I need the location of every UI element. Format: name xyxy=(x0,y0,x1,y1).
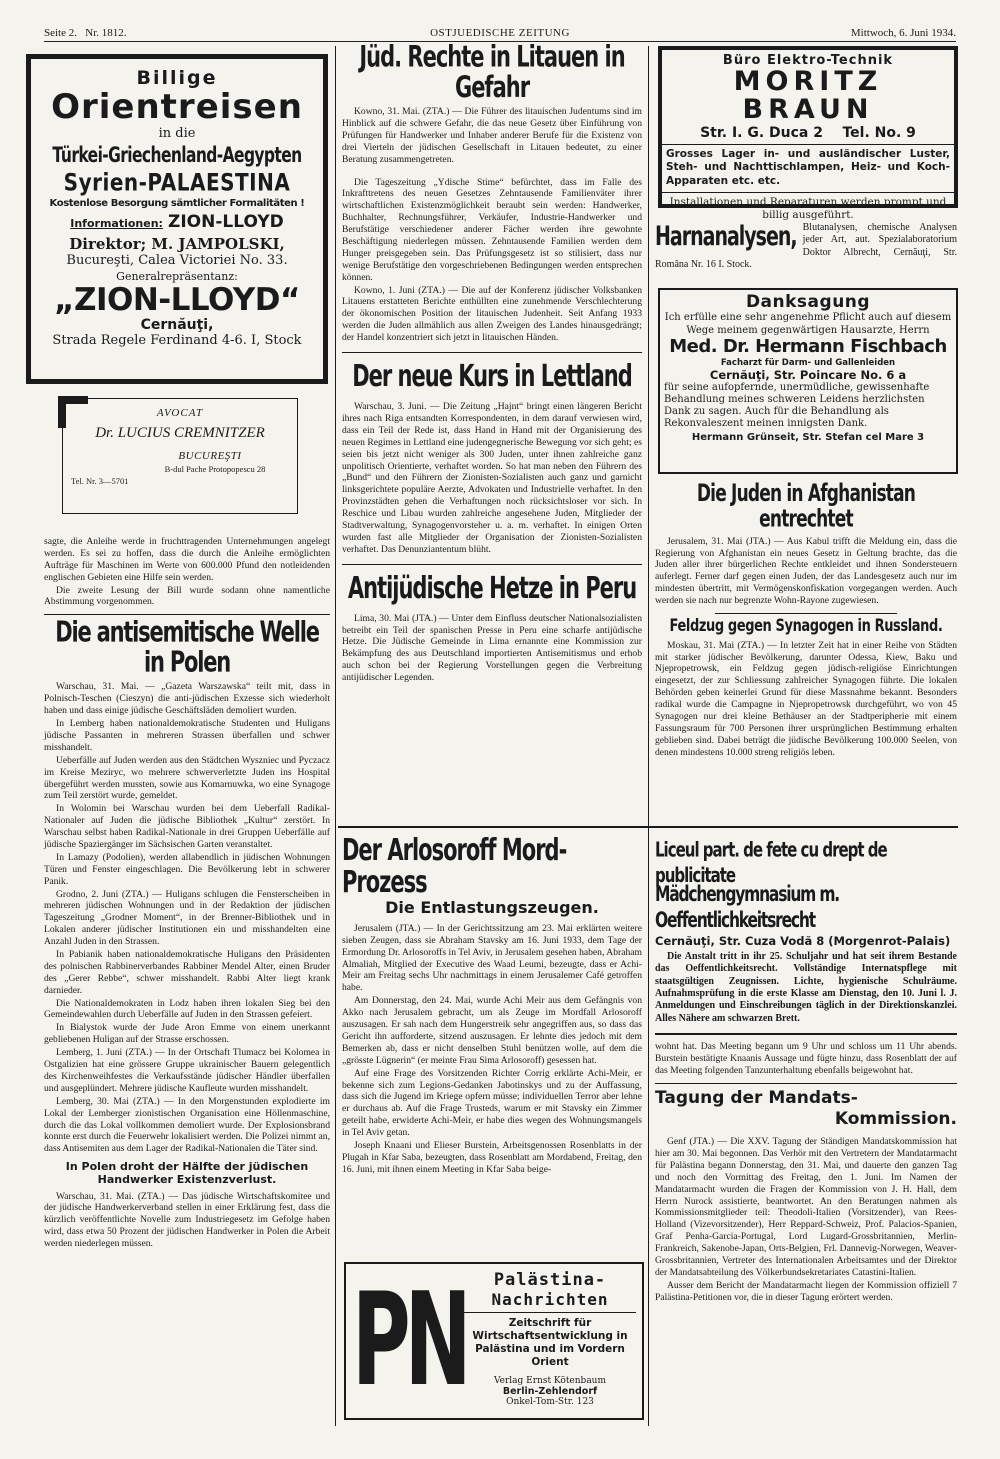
column-3-text xyxy=(655,480,957,760)
column-divider xyxy=(648,46,649,1426)
paragraph: Auf eine Frage des Vorsitzenden Richter Corrig erklärte Achi-Meir, er bekenne sich zum Legions-Gedanken Jabotinskys und zu der Auffassung, dass sich die Jugend im Kriege opfern müsse; individuellen Terror aber lehne er durchaus ab. Auf die Frage Trusteds, warum er mit Stavsky ein Zimmer geteilt habe, erwiderte Achi-Meir, er habe dies wegen des Wohnungsmangels in Tel Aviv getan. xyxy=(342,1067,642,1139)
ad-orient-line2: Orientreisen xyxy=(51,87,303,127)
paragraph: Lemberg, 1. Juni (ZTA.) — In der Ortschaft Tlumacz bei Kolomea in Ostgalizien hat eine grössere Gruppe ukrainischer Bauern gelegentlich des Kirchenweihfestes die Verkaufsstände jüdischer Händler überfallen und ausgeplündert. Mehrere jüdische Kaufleute wurden misshandelt. xyxy=(44,1047,330,1094)
dank-intro: Ich erfülle eine sehr angenehme Pflicht auch auf diesem Wege meinem gegenwärtigen Hausarzte, Herrn xyxy=(664,312,952,336)
paragraph: In Lemberg haben nationaldemokratische Studenten und Huligans jüdische Passanten in mehreren Strassen überfallen und schwer misshandelt. xyxy=(44,718,330,753)
ad-orient-line10: Generalrepräsentanz: xyxy=(116,270,238,284)
liceul-line2: Mädchengymnasium m. Oeffentlichkeitsrecht xyxy=(655,882,839,933)
liceul-line3: Cernăuţi, Str. Cuza Vodă 8 (Morgenrot-Palais) xyxy=(655,933,951,948)
paragraph: sagte, die Anleihe werde in fruchttragenden Unternehmungen angelegt werden. Es sei zu hoffen, dass die durch die Anleihe ermöglichten Aufträge für Maschinen im Werte von 600.000 Pfund den notleidenden englischen Gebieten eine Hilfe sein werden. xyxy=(44,536,330,583)
ad-orient-line9: Bucureşti, Calea Victoriei No. 33. xyxy=(66,253,288,269)
dank-title: Danksagung xyxy=(745,292,871,312)
paragraph: Warschau, 31. Mai. (ZTA.) — Das jüdische Wirtschaftskomitee und der jüdische Handwerkerverband stellen in einer Erklärung fest, dass die kürzlich veröffentlichte Novelle zum Industriegesetz im Gefolge haben wird, dass etwa 50 Prozent der jüdischen Handwerker in Polen die Arbeit werden niederlegen müssen. xyxy=(44,1190,330,1250)
paragraph: Moskau, 31. Mai (ZTA.) — In letzter Zeit hat in einer Reihe von Städten mit starker jüdischer Bevölkerung, darunter Odessa, Kiew, Baku und Njepropetrowsk, ein Feldzug gegen jüdisch-religiöse Einrichtungen eingesetzt, der zur Schliessung zahlreicher Synagogen führte. Die lokalen Behörden geben keinerlei Grund für diese Massnahme bekannt. Besonders radikal wurde die Campagne in Njepropetrowsk durchgeführt, wo von 45 Synagogen nur drei kleine Bethäuser an der Stadtperipherie mit einem Fassungsraum für 700 Personen ihrer ursprünglichen Bestimmung erhalten geblieben sind. Dabei beträgt die jüdische Bevölkerung 100.000 Seelen, von denen mindestens 10.000 streng religiös leben. xyxy=(655,639,957,758)
braun-line3: Str. I. G. Duca 2 Tel. No. 9 xyxy=(662,125,954,145)
ad-orient-line6: Kostenlose Besorgung sämtlicher Formalitäten ! xyxy=(49,198,305,210)
paragraph: Joseph Knaani und Elieser Burstein, Arbeitsgenossen Rosenblatts in der Plugah in Kfar Saba, bezeugten, dass Rosenblatt am Mordabend, Freitag, den 16. Juni, mit ihnen einem Meeting in Kfar Saba beige- xyxy=(342,1139,642,1175)
paragraph: wohnt hat. Das Meeting begann um 9 Uhr und schloss um 11 Uhr abends. Burstein bestätigte Knaanis Aussage und fügte hinzu, dass Rosenblatt der auf das Meeting folgenden Tanzunterhaltung ebenfalls beigewohnt hat. xyxy=(655,1041,957,1076)
avocat-address: B-dul Pache Protopopescu 28 xyxy=(164,464,266,474)
paragraph: Kowno, 31. Mai. (ZTA.) — Die Führer des litauischen Judentums sind im Hinblick auf die schwere Gefahr, die das neue Gesetz über Einführung von Prüfungen für Handwerker und Inhaber anderer Berufe für die Existenz von drei Vierteln der jüdischen Gesellschaft in Litauen bedeutet, zu einer Beratung zusammengetreten. xyxy=(342,106,642,165)
ad-orient-line3: in die xyxy=(158,126,196,142)
ad-orientreisen xyxy=(26,54,328,384)
paragraph: Warschau, 3. Juni. — Die Zeitung „Hajnt“ bringt einen längeren Bericht ihres nach Riga entsandten Korrespondenten, in dem darauf verwiesen wird, dass ein Teil der Rede ist, dass Hand in Hand mit der Organisierung des neuen Regimes in Lettland eine judengegnerische Bewegung vor sich geht; es seien bis jetzt nicht weniger als 300 Juden, unter ihnen zahlreiche ganz unpolitisch Orientierte, verhaftet worden. So hat man neben den Führern des „Bund“ und den Führern der Zionisten-Sozialisten auch ganz und garnicht linksgerichtete populäre Aerzte, Advokaten und Industrielle verhaftet. In den Provinzstädten gehen die Verhaftungen noch rücksichtsloser vor sich. In Reschice und Libau wurden zahlreiche angesehene Juden, Mitglieder der Stadtverwaltung, Synagogenvorsteher u. a. m. verhaftet. In einigen Orten wurden fast alle Mitglieder der Organisation der Zionisten-Sozialisten verhaftet. Das Denunziantentum blüht. xyxy=(342,401,642,555)
ad-orient-line8: Direktor; M. JAMPOLSKI, xyxy=(69,235,285,254)
headline-afghanistan: Die Juden in Afghanistan entrechtet xyxy=(696,480,916,534)
paragraph: In Bialystok wurde der Jude Aron Emme von einem unerkannt gebliebenen Huligan auf der Strasse erschossen. xyxy=(44,1022,330,1046)
pn-line1: Palästina- xyxy=(493,1270,607,1290)
paragraph: In Wolomin bei Warschau wurden bei dem Ueberfall Radikal-Nationaler auf Juden die jüdische Bibliothek „Kultur“ zerstört. In Warschau selbst haben Radikal-Nationale in drei Gruppen Ueberfälle auf jüdische Spaziergänger im Sächsischen Garten veranstaltet. xyxy=(44,803,330,851)
paragraph: Warschau, 31. Mai. — „Gazeta Warszawska“ teilt mit, dass in Polnisch-Teschen (Cieszyn) die anti-jüdischen Exzesse sich wiederholt haben und dass einige jüdische Geschäftsläden demoliert wurden. xyxy=(44,681,330,717)
ad-orient-line12: Cernăuţi, xyxy=(140,317,214,334)
divider xyxy=(655,1083,957,1084)
ad-orient-line5: Syrien-PALAESTINA xyxy=(63,167,291,197)
column-2-bottom xyxy=(342,832,642,1177)
paragraph: Grodno, 2. Juni (ZTA.) — Huligans schlugen die Fensterscheiben in mehreren jüdischen Wohnungen und in der Redaktion der jüdischen Tageszeitung „Grodner Moment“, in der Brenner-Bibliothek und in Lokalen anderer jüdischer Institutionen ein und misshandelten eine Anzahl Juden in den Strassen. xyxy=(44,888,330,948)
column-1-text xyxy=(44,536,330,1251)
liceul-body: Die Anstalt tritt in ihr 25. Schuljahr und hat seit ihrem Bestande das Oeffentlichkeitsrecht. Vollständige Internatspflege mit staatsgültigen Zeugnissen. Lichte, hygienische Schulräume. Aufnahmsprüfung in die erste Klasse am Dienstag, den 10. Juni l. J. Anmeldungen und Einschreibungen täglich in der Direktionskanzlei. Alles Nähere am schwarzen Brett. xyxy=(655,950,957,1024)
paragraph: Kowno, 1. Juni (ZTA.) — Die auf der Konferenz jüdischer Volksbanken Litauens erstatteten Berichte enthüllten eine zunehmende Verschlechterung der ökonomischen Position der litauischen Judenheit. Seit Anfang 1933 werden die Juden allmählich aus allen Zweigen des Landes hinausgedrängt; der Handel konzentriert sich jetzt in litauischen Händen. xyxy=(342,284,642,344)
headline-latvia: Der neue Kurs in Lettland xyxy=(352,358,632,394)
column-2-text xyxy=(342,39,642,685)
paragraph: Lima, 30. Mai (JTA.) — Unter dem Einfluss deutscher Nationalsozialisten betreibt ein Teil der spanischen Presse in Peru eine scharfe antijüdische Hetze. Die Jüdische Gemeinde in Lima ernannte eine Kommission zur Bekämpfung des aus Deutschland importierten Antisemitismus und erhob auch schon bei der Regierung Vorstellungen gegen die Verbreitung antijüdischer Legenden. xyxy=(342,612,642,684)
braun-line5: Installationen und Reparaturen werden prompt und billig ausgeführt. xyxy=(669,195,947,221)
braun-line1: Büro Elektro-Technik xyxy=(722,53,894,68)
headline-mandates-2: Kommission. xyxy=(834,1108,957,1129)
ad-orient-line11: „ZION-LLOYD“ xyxy=(54,282,300,319)
avocat-city: BUCUREŞTI xyxy=(178,450,242,462)
pn-line6: Onkel-Tom-Str. 123 xyxy=(506,1396,594,1407)
paragraph: Jerusalem (JTA.) — In der Gerichtssitzung am 23. Mai erklärten weitere sieben Zeugen, dass sie Abraham Stavsky am 16. Juni 1933, dem Tage der Ermordung Dr. Arlosoroffs in Tel Aviv, in Jerusalem gesehen haben, Abraham Almaliah, Mitglied der Executive des Waad Leumi, bezeugte, dass er Achi-Meir am Freitag sechs Uhr nachmittags in einem Jerusalemer Café getroffen habe. xyxy=(342,922,642,994)
pn-line3: Zeitschrift für Wirtschaftsentwicklung in Palästina und im Vordern Orient xyxy=(472,1317,628,1369)
braun-line4: Grosses Lager in- und ausländischer Luster, Steh- und Nachttischlampen, Heiz- und Koch-Apparaten etc. etc. xyxy=(662,145,954,193)
headline-russia: Feldzug gegen Synagogen in Russland. xyxy=(669,616,943,637)
dank-sign: Hermann Grünseit, Str. Stefan cel Mare 3 xyxy=(691,432,925,444)
issue-date: Mittwoch, 6. Juni 1934. xyxy=(850,27,956,39)
paragraph: Die zweite Lesung der Bill wurde sodann ohne namentliche Abstimmung vorgenommen. xyxy=(44,584,330,608)
newspaper-title: OSTJUEDISCHE ZEITUNG xyxy=(430,27,570,39)
pn-logo: PN xyxy=(352,1265,466,1415)
section-divider xyxy=(338,826,958,828)
paragraph: Ueberfälle auf Juden werden aus den Städtchen Wyszniec und Pyczacz im Kreise Meziryc, wo mehrere schwerverletzte Juden ins Hospital übergeführt werden mussten, sowie aus Komarnuwka, wo eine Synagoge zum Teil zerstört wurde, gemeldet. xyxy=(44,754,330,802)
paragraph: Jerusalem, 31. Mai (JTA.) — Aus Kabul trifft die Meldung ein, dass die Regierung von Afghanistan ein neues Gesetz in Geltung brachte, das die Juden aller ihrer bürgerlichen Rechte entkleidet und ihnen Sondersteuern auferlegt. Ferner darf gegen einen Juden, der das Landesgesetz auch nur im mindesten übertritt, mit Vermögenskonfiskation vorgegangen werden. Auch werden sie nach nur begrenzte Wohn-Rayone zugewiesen. xyxy=(655,535,957,607)
avocat-tel: Tel. Nr. 3—5701 xyxy=(71,476,129,486)
divider xyxy=(655,1033,957,1035)
ad-liceul xyxy=(655,838,957,1305)
dank-body: für seine aufopfernde, unermüdliche, gewissenhafte Behandlung meines schweren Leidens herzlichsten Dank zu sagen. Auch für die Behandlung als Rekonvaleszent meinen innigsten Dank. xyxy=(664,381,930,430)
headline-poland: Die antisemitische Welle in Polen xyxy=(55,616,319,679)
headline-arlosoroff: Der Arlosoroff Mord-Prozess xyxy=(342,832,567,900)
subheadline-arlosoroff: Die Entlastungszeugen. xyxy=(385,898,599,918)
headline-mandates-1: Tagung der Mandats- xyxy=(655,1087,858,1108)
ad-danksagung xyxy=(658,288,958,474)
pn-line4: Verlag Ernst Kötenbaum xyxy=(493,1375,607,1386)
pn-line5: Berlin-Zehlendorf xyxy=(502,1385,598,1397)
page-number: Seite 2. Nr. 1812. xyxy=(44,27,127,39)
ad-orient-line4: Türkei-Griechenland-Aegypten xyxy=(52,143,302,168)
paragraph: Die Tageszeitung „Ydische Stime“ befürchtet, dass im Falle des Inkrafttretens des neuen Gesetzes Zehntausende Familienväter ihrer wirtschaftlichen Existenzmöglichkeit beraubt sein werden: Handwerker, Buchhalter, Rechnungsführer, Verkäufer, Industrie-Handwerker und Berufstätige verschiedener anderer Fächer werden ihre gewohnte Beschäftigung niederlegen müssen. Zehntausende Familien werden dem Hunger preisgegeben sein. Das Prüfungsgesetz ist so stilisiert, dass nur wenige Berufstätige den vorgeschriebenen Bedingungen werden entsprechen können. xyxy=(342,176,642,283)
dank-addr: Cernăuţi, Str. Poincare No. 6 a xyxy=(709,367,907,382)
headline-poland-half: In Polen droht der Hälfte der jüdischen Handwerker Existenzverlust. xyxy=(65,1160,309,1187)
paragraph: In Lamazy (Podolien), werden allabendlich in jüdischen Wohnungen Türen und Fenster eingeschlagen. Die Bevölkerung lebt in schwerer Panik. xyxy=(44,851,330,887)
ad-avocat xyxy=(62,398,298,514)
divider xyxy=(342,352,642,353)
paragraph: Lemberg, 30. Mai (ZTA.) — In den Morgenstunden explodierte im Lokal der Lemberger zionistischen Organisation eine Höllenmaschine, durch die das Lokal vollkommen demoliert wurde. Der Explosionsbrand konnte erst durch die Feuerwehr lokalisiert werden. Die Polizei nimmt an, dass Antisemiten aus dem Lager der Radikal-Nationalen die Täter sind. xyxy=(44,1095,330,1155)
ad-palaestina-nachrichten xyxy=(344,1262,644,1420)
ad-moritz-braun xyxy=(658,46,958,221)
ad-orient-line1: Billige xyxy=(136,67,218,89)
ad-harnanalysen xyxy=(655,222,957,272)
divider xyxy=(342,564,642,565)
ad-orient-line7: Informationen: ZION-LLOYD xyxy=(70,212,284,233)
avocat-name: Dr. LUCIUS CREMNITZER xyxy=(95,425,265,441)
braun-line2: MORITZ BRAUN xyxy=(733,66,883,126)
paragraph: Am Donnerstag, den 24. Mai, wurde Achi Meir aus dem Gefängnis von Akko nach Jerusalem gebracht, um als Zeuge im Mordfall Arlosoroff auszusagen. Er sah nach dem Hungerstreik sehr angegriffen aus, so dass das Gericht ihn aufforderte, sitzend auszusagen. Er lehnte dies jedoch mit dem Bemerken ab, dass er nicht denselben Stuhl benützen wolle, auf dem die „grösste Lügnerin“ (er meinte Frau Sima Arlosoroff) gesessen hat. xyxy=(342,995,642,1066)
corner-ornament xyxy=(58,396,88,428)
divider xyxy=(715,613,897,614)
paragraph: Genf (JTA.) — Die XXV. Tagung der Ständigen Mandatskommission hat hier am 30. Mai begonnen. Das Verhör mit den Vertretern der Mandatarmacht für Palästina begann Donnerstag, den 31. Mai, und dauerte den ganzen Tag und noch den Vormittag des Freitag, den 1. Juni. Im Namen der Mandatarmacht wurden die Fragen der Kommission von J. H. Hall, dem Herrn Nurock assistierte, beantwortet. An den Beratungen nahmen als Kommissionsmitglieder teil: Theodoli-Italien (Vorsitzender), van Rees-Holland (Vizevorsitzender), Herr Reppard-Schweiz, Prof. Palacios-Spanien, Graf Penha-Garcia-Portugal, Lord Lugard-Grossbritannien, Merlin-Frankreich, Sakenobe-Japan, Orts-Belgien, Frl. Dannevig-Norwegen, Weaver-Grossbritannien, Vertreter des Internationalen Arbeitsamtes und der Direktor der Mandatsabteilung des Völkerbundsekretariates Catastini-Italien. xyxy=(655,1136,957,1278)
harn-text: Blutanalysen, chemische Analysen jeder Art, aut. Spezialaboratorium Doktor Albrecht, Cernăuţi, Str. Româna Nr. 16 I. Stock. xyxy=(655,222,957,271)
headline-lithuania: Jüd. Rechte in Litauen in Gefahr xyxy=(359,39,625,105)
headline-peru: Antijüdische Hetze in Peru xyxy=(347,570,637,606)
paragraph: In Pabianik haben nationaldemokratische Huligans den Präsidenten des polnischen Rabbinerverbandes Rabbiner Mendel Alter, einen Bruder des „Gerer Rebbe“, schwer misshandelt. Rabbi Alter liegt krank darnieder. xyxy=(44,949,330,996)
column-divider xyxy=(335,46,336,1426)
harn-big: Harnanalysen, xyxy=(655,221,797,253)
paragraph: Die Nationaldemokraten in Lodz haben ihren lokalen Sieg bei den Gemeindewahlen durch Ueberfälle auf Juden in den Strassen gefeiert. xyxy=(44,997,330,1021)
dank-doctor: Med. Dr. Hermann Fischbach xyxy=(669,336,947,357)
liceul-line1: Liceul part. de fete cu drept de publicitate xyxy=(655,837,887,887)
ad-orient-line13: Strada Regele Ferdinand 4-6. I, Stock xyxy=(52,333,302,349)
pn-line2: Nachrichten xyxy=(464,1290,636,1313)
avocat-title: AVOCAT xyxy=(156,407,204,419)
dank-spec: Facharzt für Darm- und Gallenleiden xyxy=(720,357,896,368)
paragraph: Ausser dem Bericht der Mandatarmacht liegen der Kommission offiziell 7 Palästina-Petitionen vor, die in dieser Tagung erörtert werden. xyxy=(655,1279,957,1303)
